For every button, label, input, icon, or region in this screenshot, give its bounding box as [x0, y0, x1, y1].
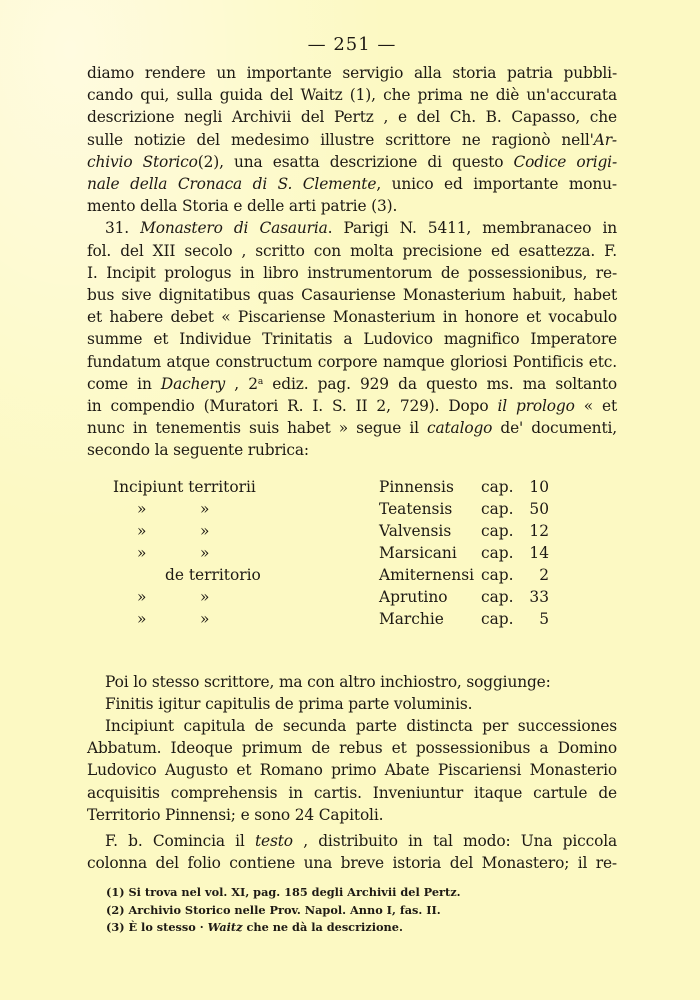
rubric-place: Marchie [379, 609, 444, 628]
rubric-place: Pinnensis [379, 477, 454, 496]
ditto-mark: » [137, 587, 147, 606]
rubric-num: 12 [529, 521, 549, 540]
rubric-row [87, 586, 617, 608]
ditto-mark: » [200, 543, 210, 562]
italic-text: Ar- [593, 130, 617, 149]
text-line: I. Incipit prologus in libro instrumentorum de possessionibus, re- [87, 263, 617, 282]
italic-text: testo [255, 832, 293, 851]
text-span: de' documenti, [492, 419, 617, 438]
rubric-table [87, 476, 617, 661]
rubric-num: 50 [529, 499, 549, 518]
text-span: sulle notizie del medesimo illustre scrittore ne ragionò nell' [87, 130, 594, 149]
text-span: , distribuito in tal modo: Una piccola [292, 832, 617, 851]
rubric-num: 5 [539, 609, 549, 628]
text-span: F. b. Comincia il [105, 832, 255, 851]
rubric-cap: cap. [481, 609, 514, 628]
paragraph-2 [87, 217, 617, 461]
text-span: ediz. pag. 929 da questo ms. ma soltanto [263, 374, 617, 393]
rubric-row [87, 608, 617, 630]
italic-text: Codice origi- [513, 152, 617, 171]
rubric-cap: cap. [481, 587, 514, 606]
footnote-2: (2) Archivio Storico nelle Prov. Napol. Anno I, fas. II. [106, 902, 441, 917]
footnote-3 [106, 919, 617, 937]
text-span: , unico ed importante monu- [376, 175, 617, 194]
text-span: « et [574, 397, 617, 416]
text-line [87, 830, 617, 852]
italic-text: chivio Storico [87, 152, 198, 171]
rubric-row [87, 498, 617, 520]
document-page [87, 30, 617, 937]
italic-text: Dachery [160, 374, 226, 393]
rubric-row [87, 476, 617, 498]
text-line: fol. del XII secolo , scritto con molta precisione ed esattezza. F. [87, 241, 617, 260]
ditto-mark: » [200, 587, 210, 606]
ditto-mark: » [137, 521, 147, 540]
text-span: . Parigi N. 5411, membranaceo in [327, 219, 617, 238]
rubric-cap: cap. [481, 543, 514, 562]
text-line: diamo rendere un importante servigio alla storia patria pubbli- [87, 64, 617, 82]
ditto-mark: » [200, 521, 210, 540]
ditto-mark: » [200, 609, 210, 628]
rubric-place: Valvensis [379, 521, 452, 540]
text-line: summe et Individue Trinitatis a Ludovico magnifico Imperatore [87, 330, 617, 349]
text-line: Territorio Pinnensi; e sono 24 Capitoli. [87, 805, 384, 824]
rubric-place: Teatensis [379, 499, 453, 518]
text-line [87, 217, 617, 239]
text-line: bus sive dignitatibus quas Casauriense Monasterium habuit, habet [87, 286, 617, 305]
paragraph-1 [87, 62, 617, 217]
italic-text: nale della Cronaca di S. Clemente [87, 175, 377, 194]
text-line: Ludovico Augusto et Romano primo Abate Piscariensi Monasterio [87, 761, 617, 780]
rubric-row [87, 542, 617, 564]
italic-text: Waitz [207, 920, 243, 935]
text-line: mento della Storia e delle arti patrie (3). [87, 197, 398, 216]
superscript: a [257, 376, 264, 387]
text-line [87, 151, 617, 173]
paragraph-4 [87, 830, 617, 874]
text-span: (3) È lo stesso · [106, 920, 208, 935]
text-span: che ne dà la descrizione. [242, 920, 403, 935]
text-line [87, 395, 617, 417]
rubric-num: 2 [539, 565, 549, 584]
text-line: fundatum atque constructum corpore namque gloriosi Pontificis etc. [87, 352, 617, 371]
rubric-row [87, 520, 617, 542]
text-span: , 2 [225, 374, 258, 393]
text-line [87, 173, 617, 195]
text-line: cando qui, sulla guida del Waitz (1), che prima ne diè un'accurata [87, 86, 617, 105]
text-line [87, 417, 617, 439]
ditto-mark: » [137, 543, 147, 562]
text-span: nunc in tenementis suis habet » segue il [87, 419, 428, 438]
text-line: et habere debet « Piscariense Monasterium in honore et vocabulo [87, 308, 617, 327]
ditto-mark: » [137, 499, 147, 518]
rubric-num: 14 [529, 543, 549, 562]
text-line: Poi lo stesso scrittore, ma con altro inchiostro, soggiunge: [105, 672, 551, 691]
rubric-num: 10 [529, 477, 549, 496]
text-line: secondo la seguente rubrica: [87, 441, 309, 460]
rubric-subheading: de territorio [165, 565, 261, 584]
ditto-mark: » [137, 609, 147, 628]
rubric-cap: cap. [481, 477, 514, 496]
ditto-mark: » [200, 499, 210, 518]
rubric-place: Aprutino [379, 587, 448, 606]
italic-text: catalogo [427, 419, 493, 438]
rubric-cap: cap. [481, 565, 514, 584]
rubric-row [87, 564, 617, 586]
text-line: Incipiunt capitula de secunda parte distincta per successiones [105, 717, 617, 736]
paragraph-3 [87, 671, 617, 826]
page-number: — 251 — [307, 34, 397, 55]
section-number: 31. [105, 219, 130, 238]
text-line: acquisitis comprehensis in cartis. Inveniuntur itaque cartule de [87, 783, 617, 802]
text-line [87, 129, 617, 151]
text-span: come in [87, 374, 161, 393]
text-line: colonna del folio contiene una breve istoria del Monastero; il re- [87, 854, 617, 873]
text-line: descrizione negli Archivii del Pertz , e del Ch. B. Capasso, che [87, 108, 617, 127]
footnotes [87, 884, 617, 937]
rubric-place: Amiternensi [379, 565, 475, 584]
text-line: Abbatum. Ideoque primum de rebus et possessionibus a Domino [87, 739, 617, 758]
footnote-1: (1) Si trova nel vol. XI, pag. 185 degli Archivii del Pertz. [106, 885, 461, 900]
section-title: Monastero di Casauria [140, 219, 328, 238]
text-line: Finitis igitur capitulis de prima parte voluminis. [105, 694, 473, 713]
rubric-num: 33 [529, 587, 549, 606]
text-line [87, 373, 617, 395]
rubric-cap: cap. [481, 499, 514, 518]
text-span: in compendio (Muratori R. I. S. II 2, 729). Dopo [87, 397, 498, 416]
rubric-heading: Incipiunt territorii [113, 477, 256, 496]
rubric-place: Marsicani [379, 543, 457, 562]
italic-text: il prologo [497, 397, 575, 416]
rubric-cap: cap. [481, 521, 514, 540]
text-span: (2), una esatta descrizione di questo [197, 152, 504, 171]
